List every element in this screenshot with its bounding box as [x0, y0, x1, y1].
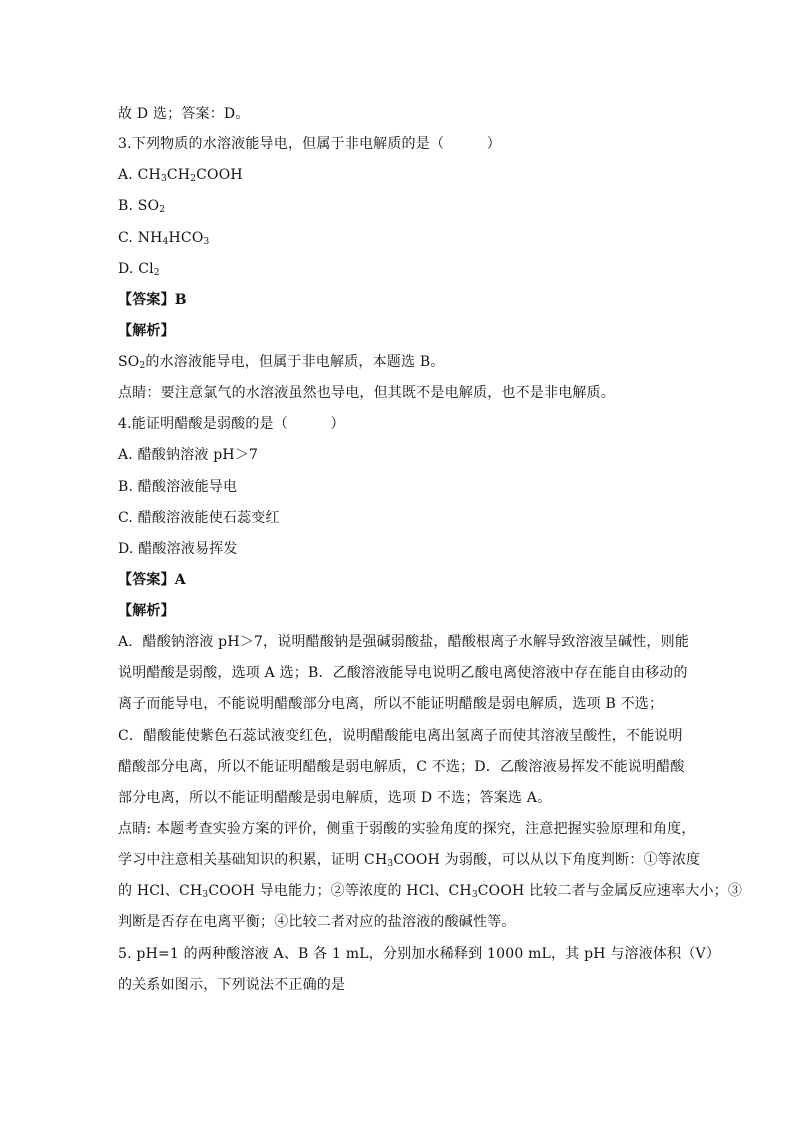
question-4-tip-line: 学习中注意相关基础知识的积累，证明 $CH_3COOH$ 为弱酸，可以从以下角度判断：①等浓度 — [118, 852, 701, 869]
question-3-answer: 【答案】B — [118, 292, 187, 308]
question-5-stem-line: 的关系如图示，下列说法不正确的是 — [118, 977, 346, 993]
question-3-stem: 3.下列物质的水溶液能导电，但属于非电解质的是（ ） — [118, 136, 501, 152]
question-4-tip-line: 判断是否存在电离平衡；④比较二者对应的盐溶液的酸碱性等。 — [118, 914, 516, 930]
previous-answer-conclusion: 故 D 选；答案：D。 — [118, 106, 250, 122]
question-4-option-b: B. 醋酸溶液能导电 — [118, 479, 238, 495]
question-3-option-d: D. $Cl_2$ — [118, 261, 160, 278]
question-4-analysis-line: A．醋酸钠溶液 pH＞7，说明醋酸钠是强碱弱酸盐，醋酸根离子水解导致溶液呈碱性，则能 — [118, 634, 690, 650]
question-4-analysis-line: 说明醋酸是弱酸，选项 A 选；B．乙酸溶液能导电说明乙酸电离使溶液中存在能自由移动的 — [118, 665, 688, 681]
question-5-stem-line: 5. pH=1 的两种酸溶液 A、B 各 1 mL，分别加水稀释到 1000 mL，其 pH 与溶液体积（V） — [118, 946, 721, 962]
question-4-analysis-line: C．醋酸能使紫色石蕊试液变红色，说明醋酸能电离出氢离子而使其溶液呈酸性，不能说明 — [118, 728, 683, 744]
question-3-analysis: $SO_2$的水溶液能导电，但属于非电解质，本题选 B。 — [118, 354, 445, 371]
question-4-tip-line: 点睛: 本题考查实验方案的评价，侧重于弱酸的实验角度的探究，注意把握实验原理和角度， — [118, 821, 696, 837]
question-3-option-c: C. $NH_4HCO_3$ — [118, 230, 210, 247]
question-3-tip: 点睛：要注意氯气的水溶液虽然也导电，但其既不是电解质，也不是非电解质。 — [118, 385, 615, 401]
question-4-analysis-label: 【解析】 — [118, 603, 175, 619]
question-4-analysis-line: 离子而能导电，不能说明醋酸部分电离，所以不能证明醋酸是弱电解质，选项 B 不选； — [118, 696, 664, 712]
question-3-option-a: A. $CH_3CH_2COOH$ — [118, 167, 243, 184]
question-4-option-a: A. 醋酸钠溶液 pH＞7 — [118, 447, 259, 463]
question-4-option-c: C. 醋酸溶液能使石蕊变红 — [118, 510, 280, 526]
question-3-option-b: B. $SO_2$ — [118, 198, 166, 215]
question-4-analysis-line: 部分电离，所以不能证明醋酸是弱电解质，选项 D 不选；答案选 A。 — [118, 790, 552, 806]
question-4-analysis-line: 醋酸部分电离，所以不能证明醋酸是弱电解质，C 不选；D．乙酸溶液易挥发不能说明醋酸 — [118, 759, 685, 775]
question-4-option-d: D. 醋酸溶液易挥发 — [118, 541, 238, 557]
question-4-stem: 4.能证明醋酸是弱酸的是（ ） — [118, 416, 345, 432]
question-3-analysis-label: 【解析】 — [118, 323, 175, 339]
question-4-tip-line: 的 HCl、$CH_3COOH$ 导电能力；②等浓度的 HCl、$CH_3COOH$ 比较二者与金属反应速率大小；③ — [118, 883, 743, 900]
question-4-answer: 【答案】A — [118, 572, 186, 588]
